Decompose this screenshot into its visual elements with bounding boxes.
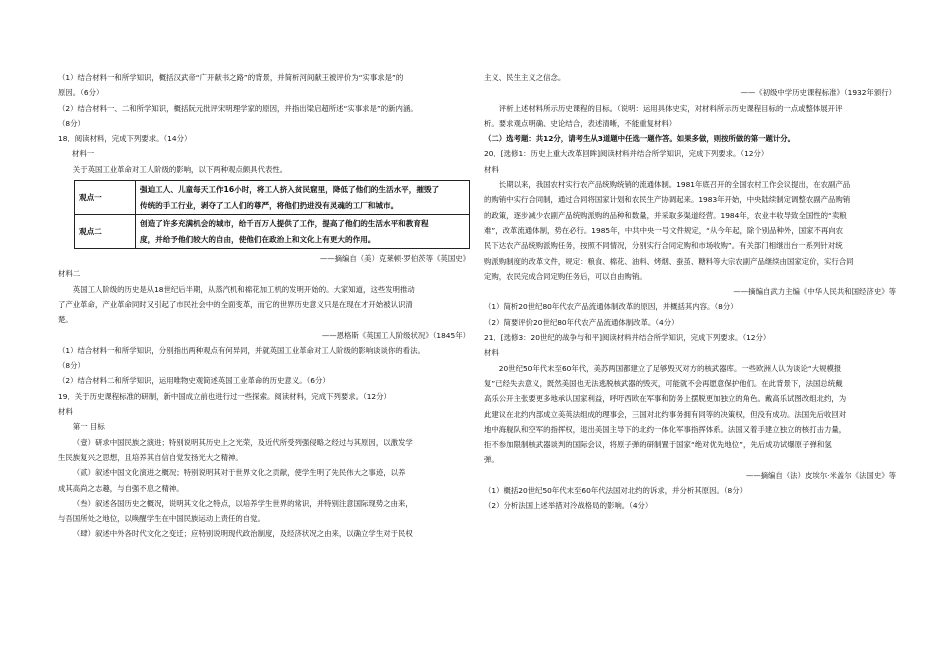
viewpoint-2-text [136,215,470,249]
text-line: 地中海舰队和空军的指挥权，退出美国主导下的北约一体化军事指挥体系。法国又着手建立独立的核打击力量， [484,424,847,434]
text-line: （贰）叙述中国文化演进之概况；特别说明其对于世界文化之贡献，使学生明了先民伟大之事迹，以养 [72,468,406,478]
text-line: 19．关于历史课程标准的研制，新中国成立前也进行过一些探索。阅读材料，完成下列要求。（12分） [58,391,391,401]
text-line: 复”已经失去意义，既然美国也无法逃脱核武器的毁灭，可能就不会再愿意保护他们。在此背景下，法国总统戴 [484,378,843,388]
text-line: 材料二 [58,269,81,279]
text-line: 成其高尚之志趣，与自强不息之精神。 [58,483,184,493]
text-line: （壹）研求中国民族之演进；特别说明其历史上之光荣，及近代所受列强侵略之经过与其原因，以激发学 [72,437,413,447]
text-line: ——恩格斯《英国工人阶级状况》（1845年） [321,330,470,340]
right-column [484,70,896,514]
text-line: 关于英国工业革命对工人阶级的影响，以下两种观点颇具代表性。 [72,164,288,174]
text-line: （叁）叙述各国历史之概况，说明其文化之特点，以培养学生世界的常识，并特别注意国际现势之由来， [72,498,413,508]
text-line: 材料 [58,407,73,417]
text-line: （2）结合材料一、二和所学知识，概括阮元批评宋明理学家的原因，并指出梁启超所述“实事求是”的新内涵。 [58,103,418,113]
viewpoint-2-line: 创造了许多充满机会的城市，给千百万人提供了工作，提高了他们的生活水平和教育程 [140,219,429,229]
viewpoint-row-2 [75,215,470,249]
text-line: 原因。（6分） [58,88,104,98]
text-line: ——摘编自（美）克莱顿·罗伯茨等《英国史》 [319,254,470,264]
text-line: 了产业革命，产业革命同时又引起了市民社会中的全面变革，而它的世界历史意义只是在现在才开始被认识清 [58,299,413,309]
viewpoint-2-label: 观点二 [75,215,136,249]
viewpoint-row-1 [75,181,470,215]
text-line: 评析上述材料所示历史课程的目标。（说明：运用具体史实，对材料所示历史课程目标的一点或整体展开评 [498,103,843,113]
text-line: 析。要求观点明确、史论结合，表述清晰，不能重复材料） [484,118,677,128]
text-line: （8分） [58,118,85,128]
text-line: 英国工人阶级的历史是从18世纪后半期，从蒸汽机和棉花加工机的发明开始的。大家知道，这些发明推动 [72,284,415,294]
text-line: 与吾国所处之地位，以唤醒学生在中国民族运动上责任的自觉。 [58,514,265,524]
text-line: （8分） [58,361,85,371]
text-line: 材料 [484,348,499,358]
text-line: 的购销中实行合同制，通过合同将国家计划和农民生产协调起来。1983年开始，中央陆续制定调整农副产品购销 [484,195,851,205]
text-line: （2）简要评价20世纪80年代农产品流通体制改革。（4分） [484,317,679,327]
text-line: 20．[选修1：历史上重大改革回眸]阅读材料并结合所学知识，完成下列要求。（12分） [484,149,769,159]
viewpoint-1-text [136,181,470,215]
text-line: 楚。 [58,315,73,325]
text-line: 20世纪50年代末至60年代，美苏两国都建立了足够毁灭对方的核武器库。一些欧洲人认为谈论“大规模报 [498,363,842,373]
left-column-top [58,70,470,177]
viewpoints-table [74,180,470,249]
text-line: （1）结合材料一和所学知识，分别指出两种观点有何异同，并就英国工业革命对工人阶级的影响谈谈你的看法。 [58,345,425,355]
text-line: ——摘编自（法）皮埃尔·米盖尔《法国史》等 [745,470,896,480]
text-line: 购派购制度的改革文件，规定：粮食、棉花、油料、烤烟、蚕茧、糖料等大宗农副产品继续由国家定价，实行合同 [484,256,854,266]
text-line: 第一 目标 [72,422,105,432]
text-line: （2）结合材料二和所学知识，运用唯物史观简述英国工业革命的历史意义。（6分） [58,376,330,386]
text-line: （肆）叙述中外各时代文化之变迁；应特别说明现代政治制度，及经济状况之由来，以确立学生对于民权 [72,529,413,539]
right-column-body [484,70,896,514]
viewpoint-1-line: 传统的手工行业，剥夺了工人们的尊严，将他们扔进没有灵魂的工厂和城市。 [140,200,399,210]
left-column [58,70,470,542]
text-line: 材料一 [72,149,95,159]
text-line: 长期以来，我国农村实行农产品统购统销的流通体制。1981年底召开的全国农村工作会议提出，在农副产品 [498,180,851,190]
text-line: 21．[选修3：20世纪的战争与和平]阅读材料并结合所学知识，完成下列要求。（12分） [484,333,771,343]
text-line: 拒不参加限制核武器谈判的国际会议，将原子弹的研制置于国家“绝对优先地位”，先后成功试爆原子弹和氢 [484,440,832,450]
viewpoint-1-label: 观点一 [75,181,136,215]
text-line: 主义、民生主义之信念。 [484,73,566,82]
text-line: ——摘编自武力主编《中华人民共和国经济史》等 [733,287,896,297]
text-line: 材料 [484,164,499,174]
text-line: 高乐公开主张要更多地承认国家利益，呼吁西欧在军事和防务上摆脱更加独立的角色。戴高乐试图改组北约，为 [484,394,847,404]
text-line: 定购，农民完成合同定购任务后，可以自由购销。 [484,271,647,281]
text-line: ——《初级中学历史课程标准》（1932年颁行） [740,88,896,98]
text-line: 弹。 [484,455,499,465]
text-line: （2）分析法国上述举措对冷战格局的影响。（4分） [484,501,653,511]
text-line: （1）结合材料一和所学知识，概括汉武帝“广开献书之路”的背景，并简析河间献王被评价为“实事求是”的 [58,73,404,82]
viewpoint-2-line: 度，并给予他们较大的自由，使他们在政治上和文化上有更大的作用。 [140,234,376,244]
viewpoint-1-line: 强迫工人、儿童每天工作16小时，将工人挤入贫民窟里，降低了他们的生活水平，摧毁了 [140,185,440,195]
text-line: 的政策，逐步减少农副产品统购派购的品种和数量，并采取多渠道经营。1984年，农业丰收导致全国性的“卖粮 [484,210,847,220]
text-line: 此建议在北约内部成立美英法组成的理事会，三国对北约事务拥有同等的决策权，但没有成功。法国先后收回对 [484,409,847,419]
text-line: 18．阅读材料，完成下列要求。（14分） [58,134,192,144]
text-line: （二）选考题：共12分，请考生从3道题中任选一题作答。如果多做，则按所做的第一题计分。 [484,134,796,144]
text-line: （1）简析20世纪80年代农产品流通体制改革的原因，并概括其内容。（8分） [484,302,738,312]
text-line: （1）概括20世纪50年代末至60年代法国对北约的诉求，并分析其原因。（8分） [484,486,748,496]
text-line: 难”，改革流通体制，势在必行。1985年，中共中央一号文件规定，“从今年起，除个别品种外，国家不再向农 [484,225,844,235]
text-line: 生民族复兴之思想，且培养其自信自觉发扬光大之精神。 [58,452,243,462]
left-column-bottom [58,251,470,542]
text-line: 民下达农产品统购派购任务，按照不同情况，分别实行合同定购和市场收购”。有关部门相继出台一系列针对统 [484,241,843,251]
